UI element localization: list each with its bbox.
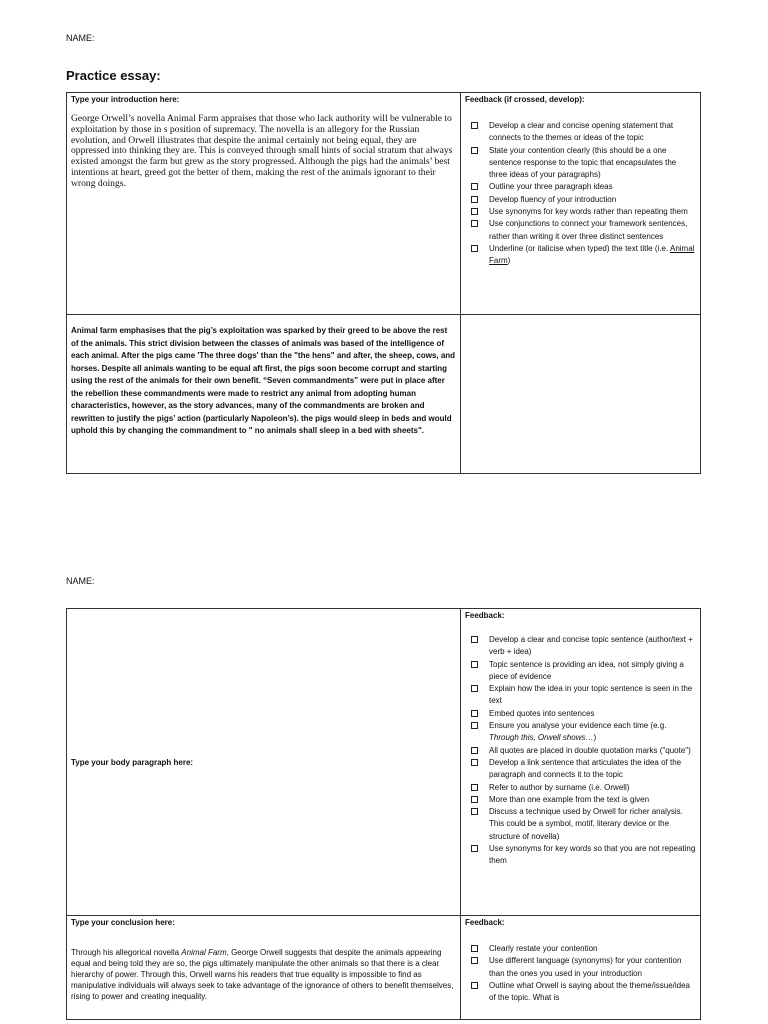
checkbox-icon[interactable]	[471, 759, 478, 766]
checkbox-icon[interactable]	[471, 147, 478, 154]
checkbox-icon[interactable]	[471, 183, 478, 190]
page-title: Practice essay:	[66, 68, 161, 83]
conclusion-header: Type your conclusion here:	[71, 918, 175, 927]
body-cell[interactable]	[67, 315, 461, 474]
body-feedback-cell	[461, 315, 701, 474]
checkbox-icon[interactable]	[471, 796, 478, 803]
body-conclusion-table	[66, 608, 701, 1020]
checkbox-icon[interactable]	[471, 747, 478, 754]
body-feedback-cell	[461, 609, 701, 916]
feedback-item[interactable]: Develop a clear and concise opening statement that connects to the themes or ideas of the topic	[465, 120, 696, 145]
feedback-item[interactable]: Develop a link sentence that articulates the idea of the paragraph and connects it to the topic	[465, 757, 696, 782]
feedback-item[interactable]: Use conjunctions to connect your framework sentences, rather than writing it over three distinct sentences	[465, 218, 696, 243]
body-paragraph-cell[interactable]	[67, 609, 461, 916]
intro-paragraph[interactable]: George Orwell’s novella Animal Farm appraises that those who lack authority will be vulnerable to exploitation by those in s position of supremacy. The novella is an allegory for the Russian evolution, and Orwell illustrates that despite the animal certainly not being equal, they are oppressed into thinking they are. This is conveyed through small hints of social stratum that always existed amongst the farm but grew as the story progressed. Although the pigs had the animals’ best intentions at heart, greed got the better of them, making the rest of the animals ignorant to their wrong doings.	[71, 113, 453, 189]
feedback-item[interactable]: Use synonyms for key words so that you are not repeating them	[465, 843, 696, 868]
conclusion-feedback-header: Feedback:	[465, 918, 505, 927]
feedback-item[interactable]: Refer to author by surname (i.e. Orwell)	[465, 782, 696, 794]
feedback-item[interactable]: State your contention clearly (this should be a one sentence response to the topic that encapsulates the three ideas of your paragraphs)	[465, 145, 696, 182]
intro-feedback-cell	[461, 93, 701, 315]
body-paragraph[interactable]: Animal farm emphasises that the pig’s exploitation was sparked by their greed to be above the rest of the animals. This strict division between the classes of animals was based of the intelligence of each animal. After the pigs came 'The three dogs' than the "the hens" and after, the sheep, cows, and horses. Despite all animals wanting to be equal aft first, the pigs soon become corrupt and starting using the rest of the animals for their own benefit. “Seven commandments” were put in place after the rebellion these commandments were made to restrict any animal from adopting human characteristics, however, as the story advances, many of the commandments are broken and rewritten to justify the pigs’ action (particularly Napoleon’s). the pigs would sleep in beds and would uphold this by changing the commandment to " no animals shall sleep in a bed with sheets".	[71, 326, 456, 435]
checkbox-icon[interactable]	[471, 784, 478, 791]
feedback-item[interactable]: Explain how the idea in your topic sentence is seen in the text	[465, 683, 696, 708]
checkbox-icon[interactable]	[471, 122, 478, 129]
feedback-item[interactable]: Use synonyms for key words rather than repeating them	[465, 206, 696, 218]
checkbox-icon[interactable]	[471, 808, 478, 815]
feedback-item[interactable]: Underline (or italicise when typed) the text title (i.e. Animal Farm)	[465, 243, 696, 268]
feedback-item[interactable]: All quotes are placed in double quotation marks ("quote")	[465, 745, 696, 757]
feedback-item[interactable]: Discuss a technique used by Orwell for richer analysis. This could be a symbol, motif, literary device or the structure of novella)	[465, 806, 696, 843]
checkbox-icon[interactable]	[471, 661, 478, 668]
checkbox-icon[interactable]	[471, 636, 478, 643]
checkbox-icon[interactable]	[471, 245, 478, 252]
intro-cell[interactable]	[67, 93, 461, 315]
feedback-item[interactable]: More than one example from the text is given	[465, 794, 696, 806]
conclusion-feedback-cell	[461, 916, 701, 1020]
feedback-item[interactable]: Embed quotes into sentences	[465, 708, 696, 720]
conclusion-paragraph[interactable]: Through his allegorical novella Animal Farm, George Orwell suggests that despite the animals appearing equal and being told they are so, the pigs ultimately manipulate the other animals so that there is a clear hierarchy of power. Through this, Orwell warns his readers that true equality is impossible to find as manipulative individuals will always seek to take advantage of the ignorance of others to benefit themselves, rising to power and creating inequality.	[71, 948, 454, 1001]
checkbox-icon[interactable]	[471, 710, 478, 717]
checkbox-icon[interactable]	[471, 945, 478, 952]
checkbox-icon[interactable]	[471, 957, 478, 964]
text-title: Animal Farm	[489, 243, 695, 266]
checkbox-icon[interactable]	[471, 845, 478, 852]
feedback-item[interactable]: Develop a clear and concise topic sentence (author/text + verb + idea)	[465, 634, 696, 659]
intro-table	[66, 92, 701, 474]
checkbox-icon[interactable]	[471, 220, 478, 227]
novella-title: Animal Farm	[181, 948, 227, 957]
checkbox-icon[interactable]	[471, 722, 478, 729]
intro-header: Type your introduction here:	[71, 95, 180, 104]
checkbox-icon[interactable]	[471, 685, 478, 692]
conclusion-cell[interactable]	[67, 916, 461, 1020]
feedback-item[interactable]: Ensure you analyse your evidence each time (e.g. Through this, Orwell shows…)	[465, 720, 696, 745]
feedback-item[interactable]: Develop fluency of your introduction	[465, 194, 696, 206]
name-label: NAME:	[66, 33, 95, 43]
feedback-item[interactable]: Use different language (synonyms) for your contention than the ones you used in your introduction	[465, 955, 696, 980]
feedback-item[interactable]: Outline your three paragraph ideas	[465, 181, 696, 193]
checkbox-icon[interactable]	[471, 208, 478, 215]
checkbox-icon[interactable]	[471, 982, 478, 989]
feedback-item[interactable]: Clearly restate your contention	[465, 943, 696, 955]
name-label: NAME:	[66, 576, 95, 586]
feedback-item[interactable]: Outline what Orwell is saying about the theme/issue/idea of the topic. What is	[465, 980, 696, 1005]
feedback-item[interactable]: Topic sentence is providing an idea, not simply giving a piece of evidence	[465, 659, 696, 684]
feedback-header: Feedback (if crossed, develop):	[465, 95, 585, 104]
feedback-header: Feedback:	[465, 611, 505, 620]
checkbox-icon[interactable]	[471, 196, 478, 203]
body-header: Type your body paragraph here:	[71, 757, 194, 767]
